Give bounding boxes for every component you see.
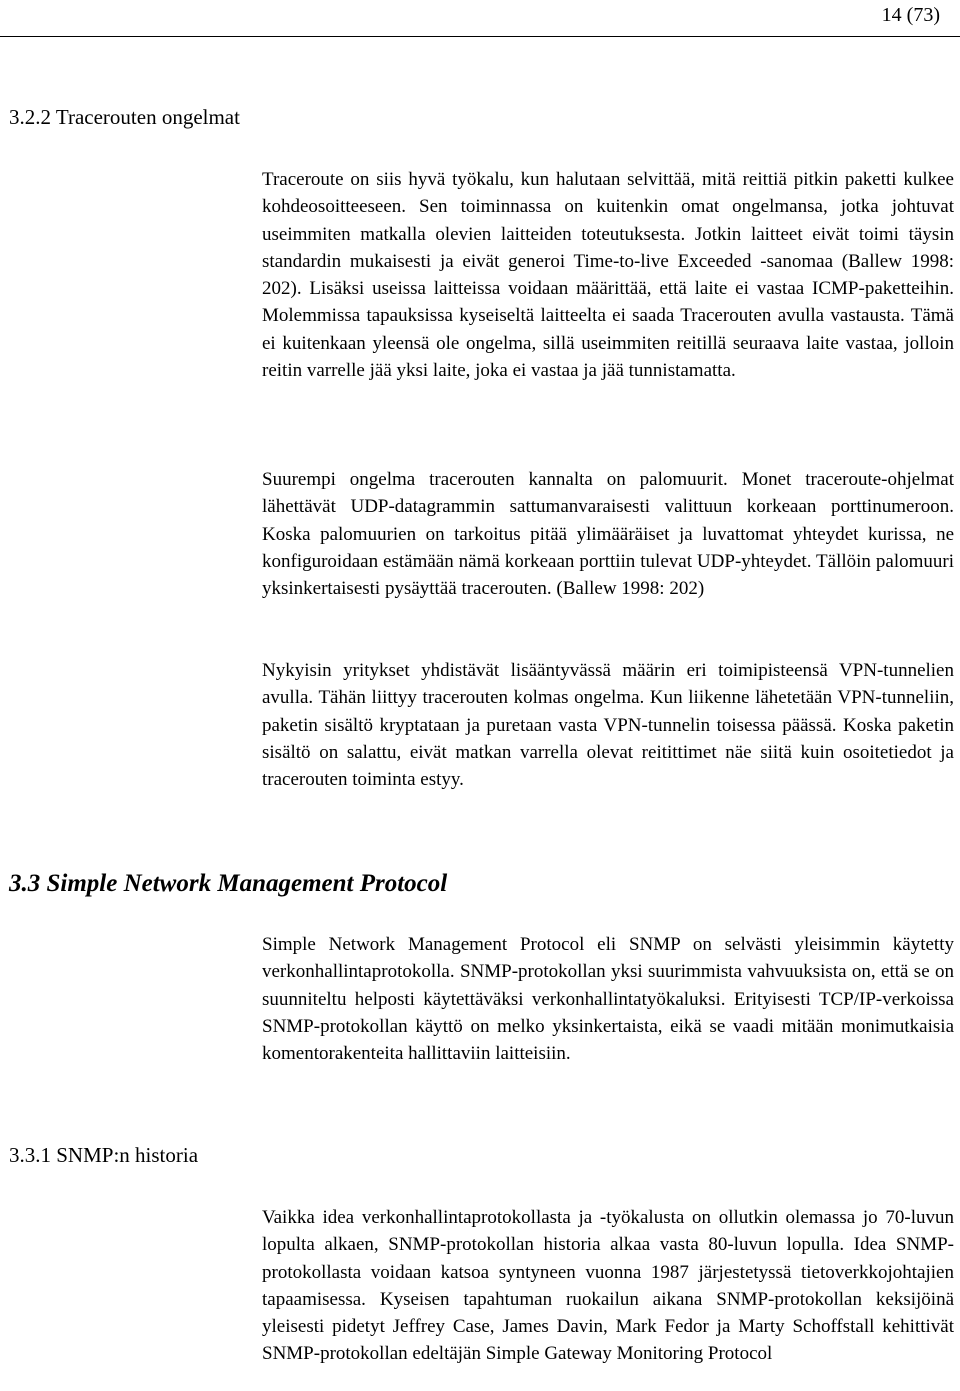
- page-number: 14 (73): [881, 4, 940, 26]
- paragraph-traceroute-intro: Traceroute on siis hyvä työkalu, kun halutaan selvittää, mitä reittiä pitkin paketti kulkee kohdeosoitteeseen. Sen toiminnassa on kuitenkin omat ongelmansa, jotka johtuvat useimmiten matkalla olevien laitteiden toteutuksesta. Jotkin laitteet eivät toimi täysin standardin mukaisesti ja eivät generoi Time-to-live Exceeded -sanomaa (Ballew 1998: 202). Lisäksi useissa laitteissa voidaan määrittää, että laite ei vastaa ICMP-paketteihin. Molemmissa tapauksissa kyseiseltä laitteelta ei saada Tracerouten avulla vastausta. Tämä ei kuitenkaan yleensä ole ongelma, sillä useimmiten reitillä seuraava laite vastaa, jolloin reitin varrelle jää yksi laite, joka ei vastaa ja jää tunnistamatta.: [262, 169, 954, 381]
- header-rule: [0, 36, 960, 37]
- section-heading-snmp-history: 3.3.1 SNMP:n historia: [9, 1143, 199, 1167]
- paragraph-vpn: Nykyisin yritykset yhdistävät lisääntyvässä määrin eri toimipisteensä VPN-tunnelien avulla. Tähän liittyy tracerouten kolmas ongelma. Kun liikenne lähetetään VPN-tunneliin, paketin sisältö kryptataan ja puretaan vasta VPN-tunnelin toisessa päässä. Koska paketin sisältö on salattu, eivät matkan varrella olevat reitittimet näe siitä kuin osoitetiedot ja tracerouten toiminta estyy.: [262, 660, 954, 790]
- paragraph-firewalls: Suurempi ongelma tracerouten kannalta on palomuurit. Monet traceroute-ohjelmat lähettävät UDP-datagrammin sattumanvaraisesti valittuun korkeaan porttinumeroon. Koska palomuurien on tarkoitus pitää ylimääräiset ja luvattomat yhteydet kurissa, ne konfiguroidaan estämään nämä korkeaan porttiin tulevat UDP-yhteydet. Tällöin palomuuri yksinkertaisesti pysäyttää tracerouten. (Ballew 1998: 202): [262, 469, 954, 599]
- section-heading-traceroute-problems: 3.2.2 Tracerouten ongelmat: [9, 105, 240, 129]
- paragraph-snmp-intro: Simple Network Management Protocol eli SNMP on selvästi yleisimmin käytetty verkonhallintaprotokolla. SNMP-protokollan yksi suurimmista vahvuuksista on, että se on suunniteltu helposti käytettäväksi verkonhallintatyökaluksi. Erityisesti TCP/IP-verkoissa SNMP-protokollan käyttö on melko yksinkertaista, eikä se vaadi mitään monimutkaisia komentorakenteita hallittaviin laitteisiin.: [262, 934, 954, 1064]
- section-heading-snmp: 3.3 Simple Network Management Protocol: [9, 870, 448, 897]
- paragraph-snmp-history: Vaikka idea verkonhallintaprotokollasta ja -työkalusta on ollutkin olemassa jo 70-luvun lopulta alkaen, SNMP-protokollan historia alkaa vasta 80-luvun lopulla. Idea SNMP-protokollasta voidaan katsoa syntyneen vuonna 1987 järjestetyssä tietoverkkojohtajien tapaamisessa. Kyseisen tapahtuman ruokailun aikana SNMP-protokollan keksijöinä yleisesti pidetyt Jeffrey Case, James Davin, Mark Fedor ja Marty Schoffstall kehittivät SNMP-protokollan edeltäjän Simple Gateway Monitoring Protocol: [262, 1207, 954, 1365]
